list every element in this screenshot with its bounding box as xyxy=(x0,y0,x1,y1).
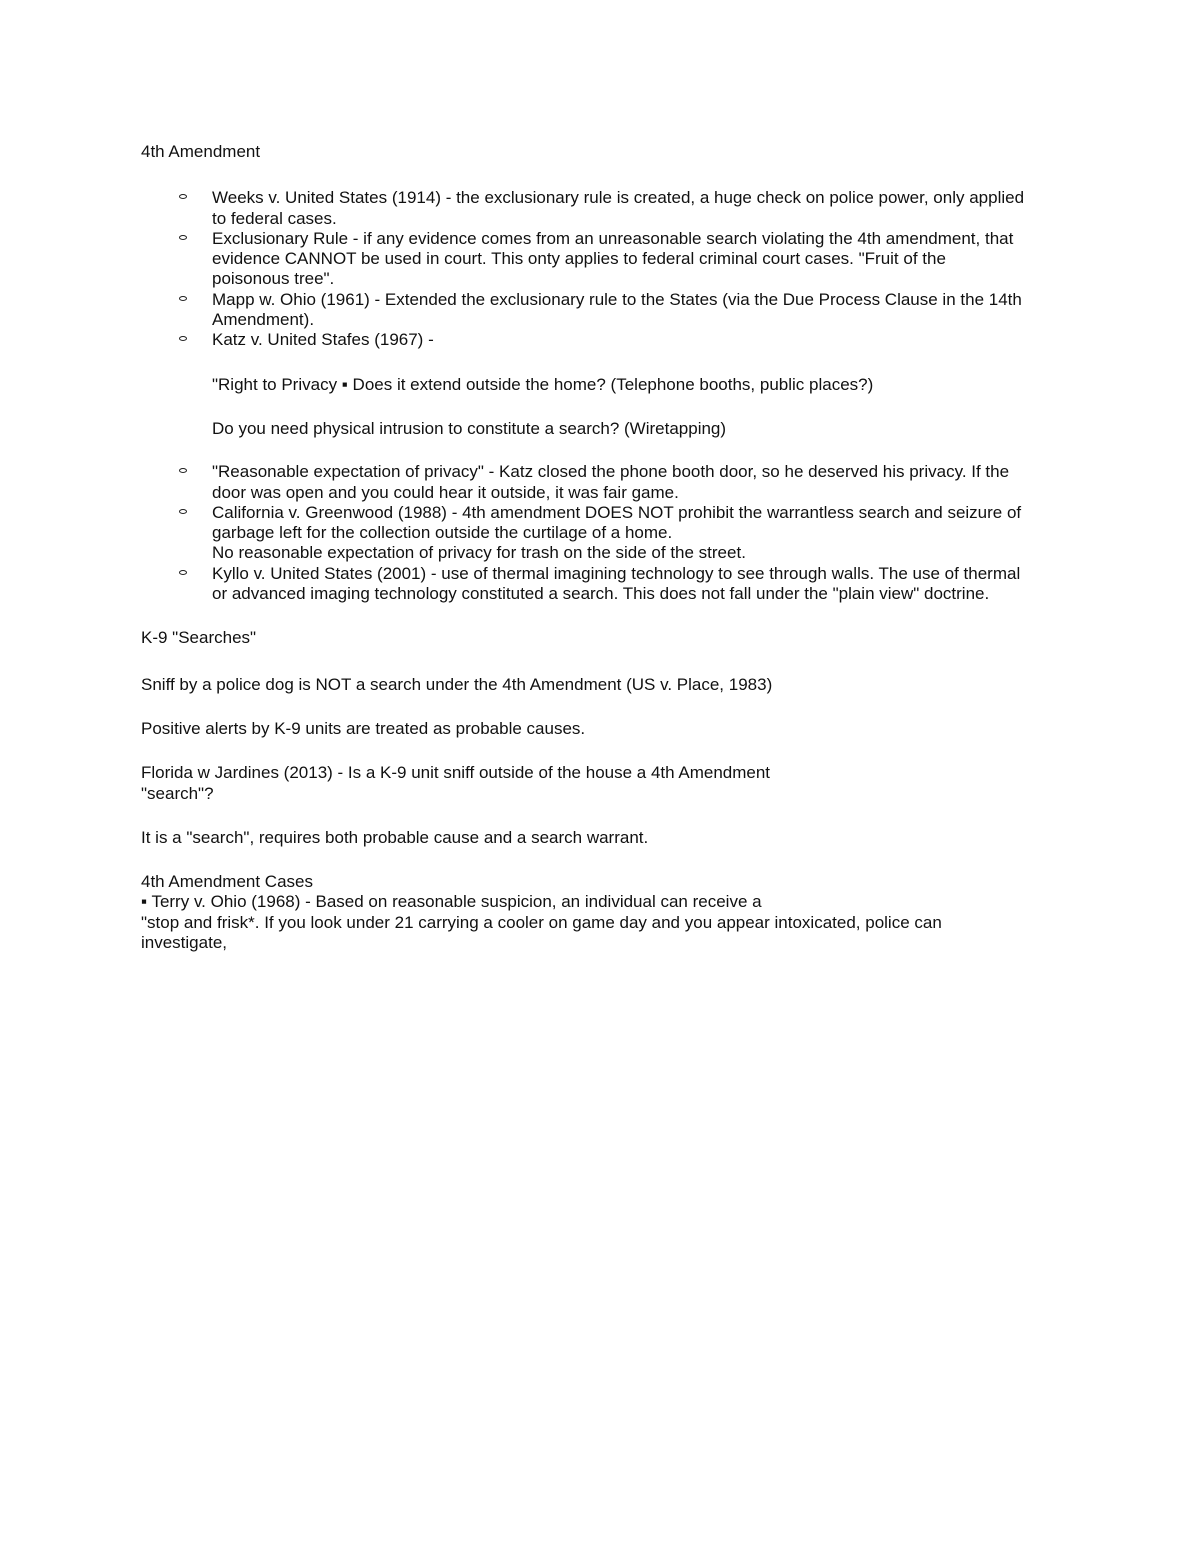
bullet-circle-icon xyxy=(179,336,187,341)
list-item-line: California v. Greenwood (1988) - 4th amendment DOES NOT prohibit the warrantless search and seizure of xyxy=(212,502,1022,522)
paragraph-positive-alerts: Positive alerts by K-9 units are treated as probable causes. xyxy=(141,718,586,738)
paragraph-sniff: Sniff by a police dog is NOT a search under the 4th Amendment (US v. Place, 1983) xyxy=(141,674,773,694)
list-item-line: Exclusionary Rule - if any evidence comes from an unreasonable search violating the 4th amendment, that xyxy=(212,228,1014,248)
document-body xyxy=(141,142,1061,953)
bullet-circle-icon xyxy=(179,509,187,514)
bullet-circle-icon xyxy=(179,468,187,473)
list-item-line: or advanced imaging technology constituted a search. This does not fall under the "plain view" doctrine. xyxy=(212,584,990,604)
list-item-mapp xyxy=(141,290,1061,331)
paragraph-line: "search"? xyxy=(141,783,214,803)
case-list-primary xyxy=(141,188,1061,350)
list-item-greenwood xyxy=(141,503,1061,564)
bullet-circle-icon xyxy=(179,235,187,240)
paragraph-line: ▪ Terry v. Ohio (1968) - Based on reasonable suspicion, an individual can receive a xyxy=(141,892,762,912)
list-item-line: Amendment). xyxy=(212,310,315,330)
list-item-line: poisonous tree". xyxy=(212,269,335,289)
list-item-line: Weeks v. United States (1914) - the exclusionary rule is created, a huge check on police power, only applied xyxy=(212,188,1025,208)
section-heading-4th-amendment-cases: 4th Amendment Cases xyxy=(141,872,313,892)
list-item-line: to federal cases. xyxy=(212,208,337,228)
list-item-reasonable-expectation xyxy=(141,462,1061,503)
paragraph-florida-jardines xyxy=(141,763,1061,804)
list-item-line: Kyllo v. United States (2001) - use of thermal imagining technology to see through walls. The use of thermal xyxy=(212,563,1021,583)
katz-note-privacy: "Right to Privacy ▪ Does it extend outside the home? (Telephone booths, public places?) xyxy=(212,374,874,394)
paragraph-line: Florida w Jardines (2013) - Is a K-9 unit sniff outside of the house a 4th Amendment xyxy=(141,763,771,783)
bullet-circle-icon xyxy=(179,570,187,575)
case-list-secondary xyxy=(141,462,1061,604)
katz-note-intrusion: Do you need physical intrusion to constitute a search? (Wiretapping) xyxy=(212,418,727,438)
paragraph-line: investigate, xyxy=(141,933,227,953)
bullet-circle-icon xyxy=(179,296,187,301)
list-item-line: Katz v. United Stafes (1967) - xyxy=(212,330,434,350)
list-item-line: Mapp w. Ohio (1961) - Extended the exclusionary rule to the States (via the Due Process Clause in the 14th xyxy=(212,289,1022,309)
spacer xyxy=(141,439,1061,462)
list-item-line: garbage left for the collection outside the curtilage of a home. xyxy=(212,523,673,543)
section-heading-k9-searches: K-9 "Searches" xyxy=(141,628,257,648)
list-item-line: door was open and you could hear it outside, it was fair game. xyxy=(212,482,679,502)
katz-sub-notes xyxy=(141,375,1061,440)
paragraph-line: "stop and frisk*. If you look under 21 carrying a cooler on game day and you appear intoxicated, police can xyxy=(141,912,942,932)
list-item-katz xyxy=(141,330,1061,350)
paragraph-search-answer: It is a "search", requires both probable cause and a search warrant. xyxy=(141,827,649,847)
section-heading-4th-amendment: 4th Amendment xyxy=(141,142,261,161)
list-item-line: evidence CANNOT be used in court. This onty applies to federal criminal court cases. "Fruit of the xyxy=(212,249,946,269)
list-item-line: "Reasonable expectation of privacy" - Katz closed the phone booth door, so he deserved his privacy. If the xyxy=(212,462,1010,482)
bullet-circle-icon xyxy=(179,194,187,199)
list-item-weeks xyxy=(141,188,1061,229)
list-item-line: No reasonable expectation of privacy for trash on the side of the street. xyxy=(212,543,746,563)
paragraph-terry xyxy=(141,892,1061,953)
list-item-exclusionary-rule xyxy=(141,229,1061,290)
list-item-kyllo xyxy=(141,564,1061,605)
